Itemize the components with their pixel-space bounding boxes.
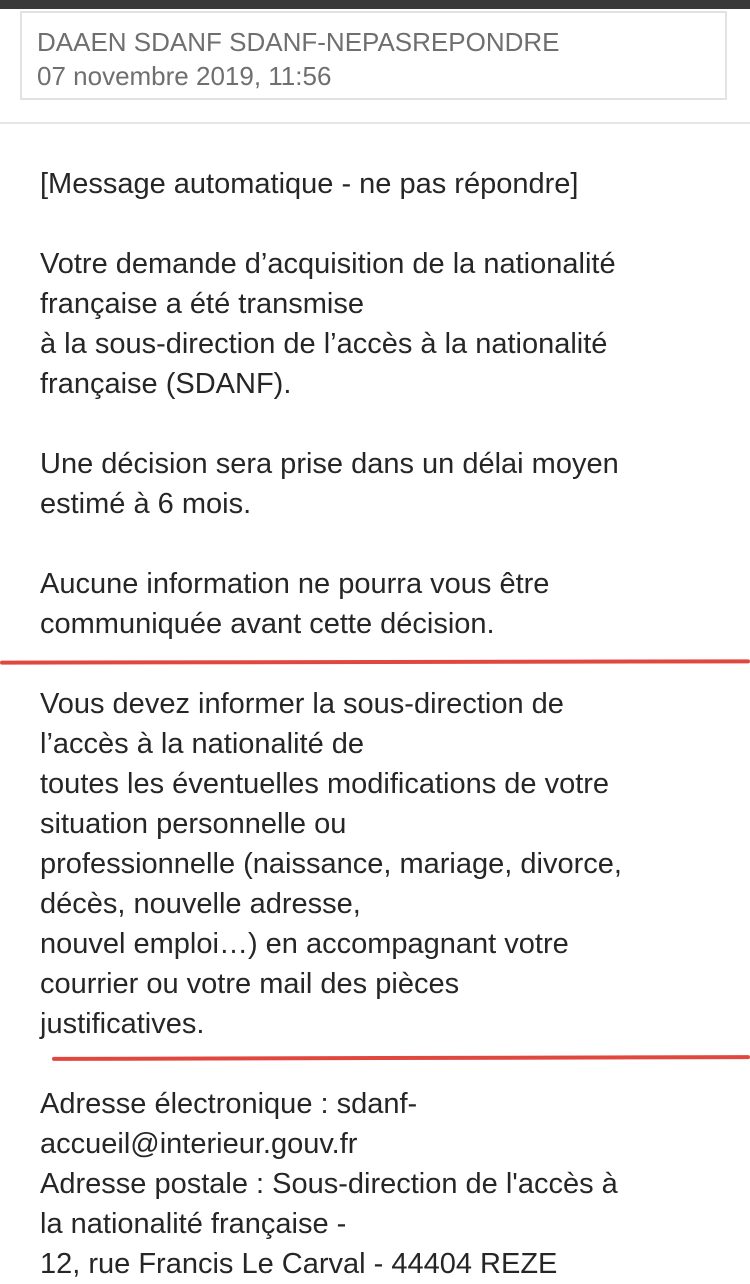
postal-address-line: Adresse postale : Sous-direction de l'accès à xyxy=(40,1168,618,1200)
paragraph-spacer xyxy=(40,404,740,444)
body-line: justificatives. xyxy=(40,1008,205,1040)
email-header-card xyxy=(20,11,727,100)
paragraph-decision-delay xyxy=(40,444,740,524)
body-line: nouvel emploi…) en accompagnant votre xyxy=(40,928,569,960)
paragraph-transmission xyxy=(40,244,740,404)
body-line: décès, nouvelle adresse, xyxy=(40,888,361,920)
contact-block xyxy=(40,1084,740,1284)
body-line: Votre demande d’acquisition de la nationalité xyxy=(40,248,616,280)
paragraph-spacer xyxy=(40,524,740,564)
body-line: situation personnelle ou xyxy=(40,808,347,840)
paragraph-no-information xyxy=(40,564,740,644)
body-line: Une décision sera prise dans un délai moyen xyxy=(40,448,619,480)
received-date: 07 novembre 2019, 11:56 xyxy=(37,61,332,91)
paragraph-spacer xyxy=(40,204,740,244)
top-status-bar xyxy=(0,0,750,9)
postal-address-line: la nationalité française - xyxy=(40,1208,347,1240)
body-line: communiquée avant cette décision. xyxy=(40,608,495,640)
body-line: estimé à 6 mois. xyxy=(40,488,252,520)
sender-name: DAAEN SDANF SDANF-NEPASREPONDRE xyxy=(37,27,560,57)
body-line: Vous devez informer la sous-direction de xyxy=(40,688,564,720)
paragraph-spacer xyxy=(40,1044,740,1084)
body-line: professionnelle (naissance, mariage, divorce, xyxy=(40,848,622,880)
body-line: courrier ou votre mail des pièces xyxy=(40,968,460,1000)
email-address-link[interactable]: accueil@interieur.gouv.fr xyxy=(40,1128,358,1160)
body-line: à la sous-direction de l’accès à la nationalité xyxy=(40,328,608,360)
email-address-label: Adresse électronique : sdanf- xyxy=(40,1088,418,1120)
auto-message-notice: [Message automatique - ne pas répondre] xyxy=(40,168,579,200)
email-body xyxy=(40,164,740,1284)
header-divider xyxy=(0,122,750,124)
body-line: Aucune information ne pourra vous être xyxy=(40,568,550,600)
paragraph-inform-changes xyxy=(40,684,740,1044)
body-line: l’accès à la nationalité de xyxy=(40,728,365,760)
body-line: française a été transmise xyxy=(40,288,364,320)
postal-address-line: 12, rue Francis Le Carval - 44404 REZE xyxy=(40,1248,558,1280)
body-line: française (SDANF). xyxy=(40,368,292,400)
body-line: toutes les éventuelles modifications de votre xyxy=(40,768,610,800)
